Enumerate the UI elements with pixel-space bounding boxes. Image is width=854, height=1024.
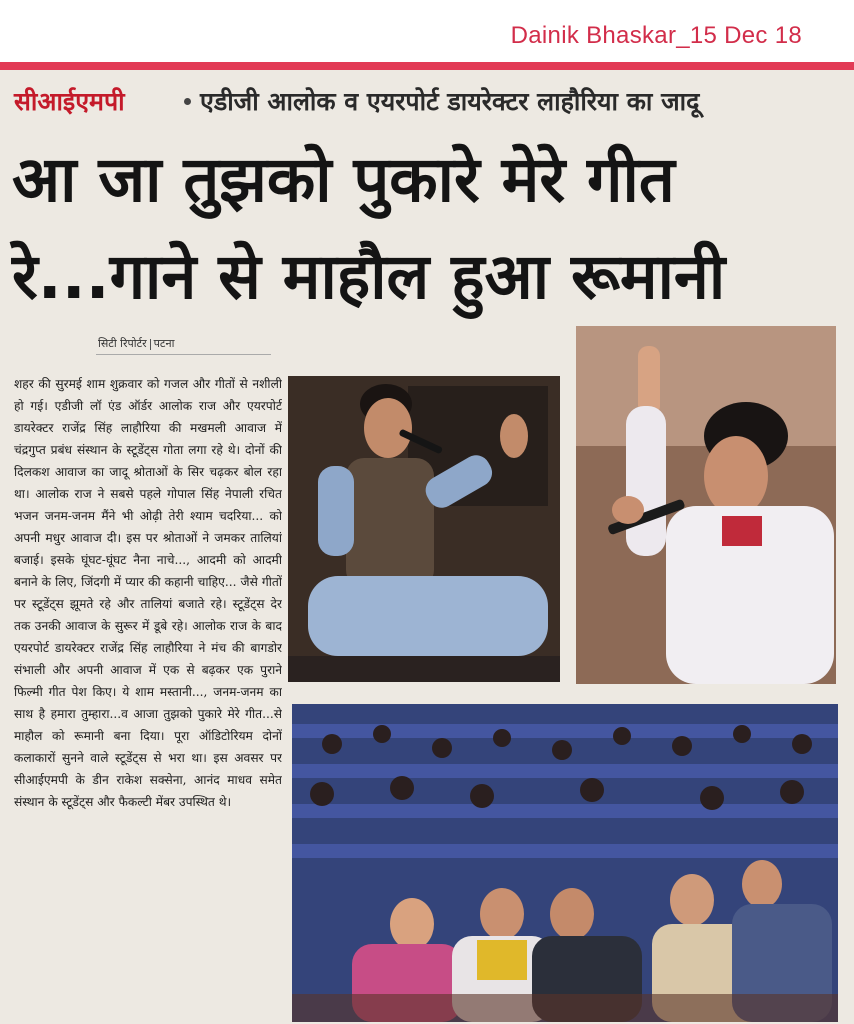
byline [98, 336, 174, 351]
byline-separator [150, 339, 151, 350]
newspaper-clipping [0, 70, 854, 1024]
bullet-icon [184, 98, 191, 105]
photo-audience-illustration [292, 704, 838, 1022]
red-divider [0, 62, 854, 70]
article-paragraph: शहर की सुरमई शाम शुक्रवार को गजल और गीतों से नशीली हो गई। एडीजी लॉ एंड ऑर्डर आलोक राज और एयरपोर्ट डायरेक्टर राजेंद्र सिंह लाहौरिया की मखमली आवाज में चंद्रगुप्त प्रबंध संस्थान के स्टूडेंट्स गोता लगा रहे थे। दोनों की दिलकश आवाज का जादू श्रोताओं के सिर चढ़कर बोल रहा था। आलोक राज ने सबसे पहले गोपाल सिंह नेपाली रचित भजन जनम-जनम मैंने भी ओढ़ी तेरी श्याम चदरिया... को अपनी मधुर आवाज दी। इस पर श्रोताओं ने जमकर तालियां बजाई। इसके घूंघट-घूंघट नैना नाचे..., आदमी को आदमी बनाने के लिए, जिंदगी में प्यार की कहानी चाहिए... जैसे गीतों पर स्टूडेंट्स झूमते रहे और तालियां बजाते रहे। स्टूडेंट्स देर तक उनकी आवाज के सुरूर में डूबे रहे। आलोक राज के बाद एयरपोर्ट डायरेक्टर राजेंद्र सिंह लाहौरिया ने मंच की बागडोर संभाली और अपनी आवाज में एक से बढ़कर एक पुराने फिल्मी गीत पेश किए। ये शाम मस्तानी..., जनम-जनम का साथ है हमारा तुम्हारा...व आजा तुझको पुकारे मेरे गीत...से माहौल को रूमानी बना दिया। पूरा ऑडिटोरियम दोनों कलाकारों सुनने वाले स्टूडेंट्स से भरा था। इस अवसर पर सीआईएमपी के डीन राकेश सक्सेना, आनंद माधव समेत संस्थान के स्टूडेंट्स और फैकल्टी मेंबर उपस्थित थे। [14, 377, 282, 809]
photo-singer-standing-illustration [576, 326, 836, 684]
headline-line-1: आ जा तुझको पुकारे मेरे गीत [12, 143, 675, 216]
header-strip [0, 0, 854, 62]
photo-singer-standing [576, 326, 836, 684]
byline-reporter: सिटी रिपोर्टर [98, 337, 147, 350]
headline-line-2: रे...गाने से माहौल हुआ रूमानी [12, 240, 726, 313]
article-body [14, 373, 282, 1023]
source-label: Dainik Bhaskar_15 Dec 18 [510, 22, 802, 49]
photo-singer-seated-illustration [288, 376, 560, 682]
kicker-row [14, 82, 844, 126]
deck-text: एडीजी आलोक व एयरपोर्ट डायरेक्टर लाहौरिया का जादू [200, 87, 700, 116]
photo-singer-seated [288, 376, 560, 682]
byline-city: पटना [153, 337, 175, 350]
kicker-label: सीआईएमपी [14, 87, 125, 116]
byline-rule [96, 354, 271, 355]
photo-audience [292, 704, 838, 1022]
